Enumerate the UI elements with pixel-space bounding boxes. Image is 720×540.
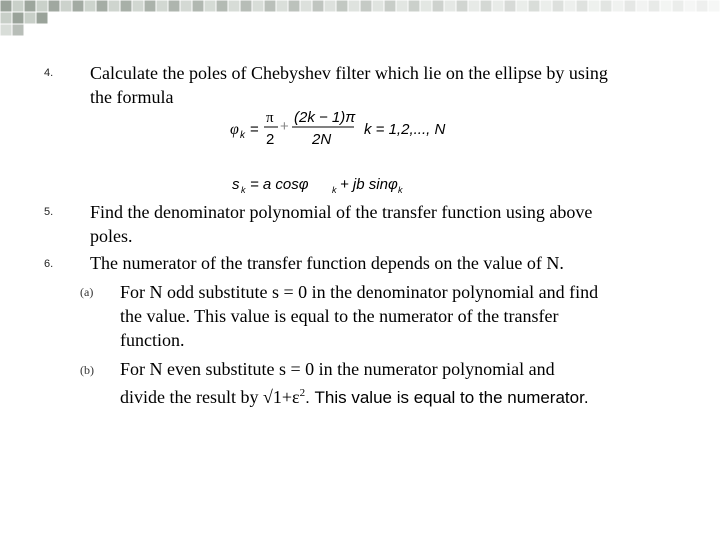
formula-plus: + — [280, 118, 289, 135]
grid-square — [625, 1, 636, 12]
grid-square — [205, 1, 216, 12]
grid-square — [553, 1, 564, 12]
grid-square — [25, 1, 36, 12]
item-6-text: The numerator of the transfer function depends on the value of N. — [90, 253, 564, 273]
formula-condition: k = 1,2,..., N — [364, 121, 446, 138]
item-4-line2: the formula — [90, 87, 174, 107]
grid-square — [709, 1, 720, 12]
grid-square — [193, 1, 204, 12]
subitem-a-number: (a) — [80, 285, 94, 299]
grid-square — [253, 1, 264, 12]
frac2-denominator: 2N — [312, 131, 332, 148]
grid-square — [397, 1, 408, 12]
frac1-denominator: 2 — [266, 131, 275, 148]
item-5-line2: poles. — [90, 226, 133, 246]
grid-square — [361, 1, 372, 12]
grid-square — [97, 1, 108, 12]
grid-square — [121, 1, 132, 12]
grid-square — [685, 1, 696, 12]
formula2-jbsin-term: + jb sinφ — [340, 176, 398, 193]
grid-square — [313, 1, 324, 12]
subitem-a-text — [120, 280, 700, 352]
grid-square — [85, 1, 96, 12]
list-number-6: 6. — [44, 258, 54, 270]
grid-square — [265, 1, 276, 12]
decorative-square-grid — [0, 0, 720, 44]
formula2-acos-term: = a cosφ — [250, 176, 309, 193]
subitem-b-line1: For N even substitute s = 0 in the numerator polynomial and — [120, 359, 555, 379]
grid-square — [649, 1, 660, 12]
pole-angle-formula — [228, 104, 458, 150]
grid-square — [565, 1, 576, 12]
grid-square — [169, 1, 180, 12]
grid-square — [445, 1, 456, 12]
formula-phi: φ — [230, 121, 239, 138]
grid-square — [541, 1, 552, 12]
grid-square — [493, 1, 504, 12]
subitem-a-line3: function. — [120, 330, 185, 350]
item-5-text — [90, 200, 690, 248]
grid-square — [433, 1, 444, 12]
subitem-b-line2-sans: . This value is equal to the numerator. — [305, 388, 589, 407]
grid-square — [277, 1, 288, 12]
grid-square — [181, 1, 192, 12]
grid-square — [409, 1, 420, 12]
grid-square — [1, 25, 12, 36]
grid-square — [589, 1, 600, 12]
grid-square — [49, 1, 60, 12]
grid-square — [673, 1, 684, 12]
grid-square — [229, 1, 240, 12]
formula-equals: = — [250, 121, 259, 138]
list-number-5: 5. — [44, 206, 54, 218]
frac1-numerator: π — [266, 110, 274, 126]
grid-square — [37, 13, 48, 24]
grid-square — [505, 1, 516, 12]
item-5-line1: Find the denominator polynomial of the transfer function using above — [90, 202, 593, 222]
item-4-text — [90, 61, 690, 109]
grid-square — [1, 13, 12, 24]
grid-square — [421, 1, 432, 12]
formula2-s-subscript: k — [241, 185, 246, 195]
grid-square — [577, 1, 588, 12]
subitem-a-line2: the value. This value is equal to the numerator of the transfer — [120, 306, 559, 326]
grid-square — [61, 1, 72, 12]
subitem-b-number: (b) — [80, 363, 94, 377]
grid-square — [457, 1, 468, 12]
grid-square — [289, 1, 300, 12]
frac2-numerator: (2k − 1)π — [294, 109, 356, 126]
grid-square — [601, 1, 612, 12]
list-number-4: 4. — [44, 67, 54, 79]
grid-square — [517, 1, 528, 12]
subitem-b-line2-serif: divide the result by √1+ε — [120, 387, 300, 407]
subitem-a-line1: For N odd substitute s = 0 in the denominator polynomial and find — [120, 282, 599, 302]
grid-square — [13, 25, 24, 36]
grid-square — [349, 1, 360, 12]
subitem-b-line2 — [120, 381, 710, 410]
formula2-s: s — [232, 176, 240, 193]
grid-square — [157, 1, 168, 12]
formula2-k-subscript-1: k — [332, 185, 337, 195]
grid-square — [241, 1, 252, 12]
grid-pattern-graphic — [0, 0, 720, 44]
epsilon-squared-superscript: 2 — [299, 387, 306, 399]
grid-square — [37, 1, 48, 12]
grid-square — [529, 1, 540, 12]
grid-square — [337, 1, 348, 12]
formula2-k-subscript-2: k — [398, 185, 403, 195]
grid-square — [109, 1, 120, 12]
grid-square — [13, 13, 24, 24]
grid-square — [25, 13, 36, 24]
grid-square — [325, 1, 336, 12]
grid-square — [385, 1, 396, 12]
grid-square — [613, 1, 624, 12]
grid-square — [661, 1, 672, 12]
grid-square — [133, 1, 144, 12]
subitem-b-text — [120, 357, 710, 410]
grid-square — [217, 1, 228, 12]
grid-square — [145, 1, 156, 12]
grid-square — [469, 1, 480, 12]
grid-square — [373, 1, 384, 12]
grid-square — [73, 1, 84, 12]
grid-square — [481, 1, 492, 12]
grid-square — [697, 1, 708, 12]
grid-square — [1, 1, 12, 12]
grid-square — [637, 1, 648, 12]
pole-location-formula — [230, 172, 410, 198]
item-4-line1: Calculate the poles of Chebyshev filter which lie on the ellipse by using — [90, 63, 608, 83]
formula-phi-subscript: k — [240, 130, 245, 141]
grid-square — [301, 1, 312, 12]
grid-square — [13, 1, 24, 12]
